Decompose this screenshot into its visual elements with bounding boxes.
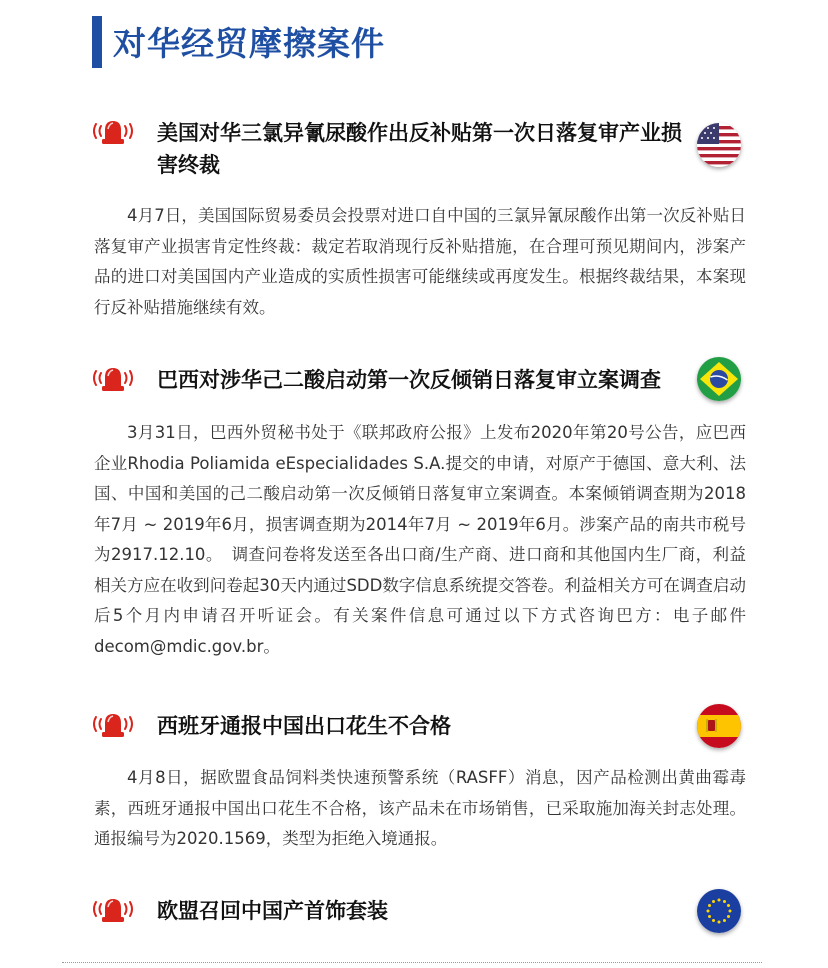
case-header-2 xyxy=(88,364,748,396)
title-accent-bar xyxy=(92,16,102,68)
eu-flag-icon xyxy=(697,889,741,933)
case-title-1: 美国对华三氯异氰尿酸作出反补贴第一次日落复审产业损害终裁 xyxy=(157,121,682,177)
case-header-4 xyxy=(88,895,748,927)
case-title-3: 西班牙通报中国出口花生不合格 xyxy=(157,714,451,738)
case-header-3 xyxy=(88,710,748,742)
case-header-1 xyxy=(88,117,748,181)
us-flag-icon xyxy=(697,123,741,167)
spain-flag-icon xyxy=(697,704,741,748)
case-body-2: 3月31日，巴西外贸秘书处于《联邦政府公报》上发布2020年第20号公告，应巴西企业Rhodia Poliamida eEspecialidades S.A.提交的申请，对原产于德国、意大利、法国、中国和美国的己二酸启动第一次反倾销日落复审立案调查。本案倾销调查期为2018年7月 ~ 2019年6月，损害调查期为2014年7月 ~ 2019年6月。涉案产品的南共市税号为2917.12.10。 调查问卷将发送至各出口商/生产商、进口商和其他国内生厂商，利益相关方应在收到问卷起30天内通过SDD数字信息系统提交答卷。利益相关方可在调查启动后5个月内申请召开听证会。有关案件信息可通过以下方式咨询巴方：电子邮件decom@mdic.gov.br。 xyxy=(94,423,746,656)
case-body-3: 4月8日，据欧盟食品饲料类快速预警系统（RASFF）消息，因产品检测出黄曲霉毒素，西班牙通报中国出口花生不合格，该产品未在市场销售，已采取施加海关封志处理。通报编号为2020.1569，类型为拒绝入境通报。 xyxy=(94,768,746,848)
case-title-4: 欧盟召回中国产首饰套装 xyxy=(157,899,388,923)
alarm-icon xyxy=(88,117,138,147)
brazil-flag-icon xyxy=(697,357,741,401)
divider xyxy=(62,962,762,963)
alarm-icon xyxy=(88,895,138,925)
page-title: 对华经贸摩擦案件 xyxy=(113,24,385,63)
alarm-icon xyxy=(88,710,138,740)
case-body-1: 4月7日，美国国际贸易委员会投票对进口自中国的三氯异氰尿酸作出第一次反补贴日落复审产业损害肯定性终裁：裁定若取消现行反补贴措施，在合理可预见期间内，涉案产品的进口对美国国内产业造成的实质性损害可能继续或再度发生。根据终裁结果，本案现行反补贴措施继续有效。 xyxy=(94,206,746,317)
alarm-icon xyxy=(88,364,138,394)
case-title-2: 巴西对涉华己二酸启动第一次反倾销日落复审立案调查 xyxy=(157,368,661,392)
